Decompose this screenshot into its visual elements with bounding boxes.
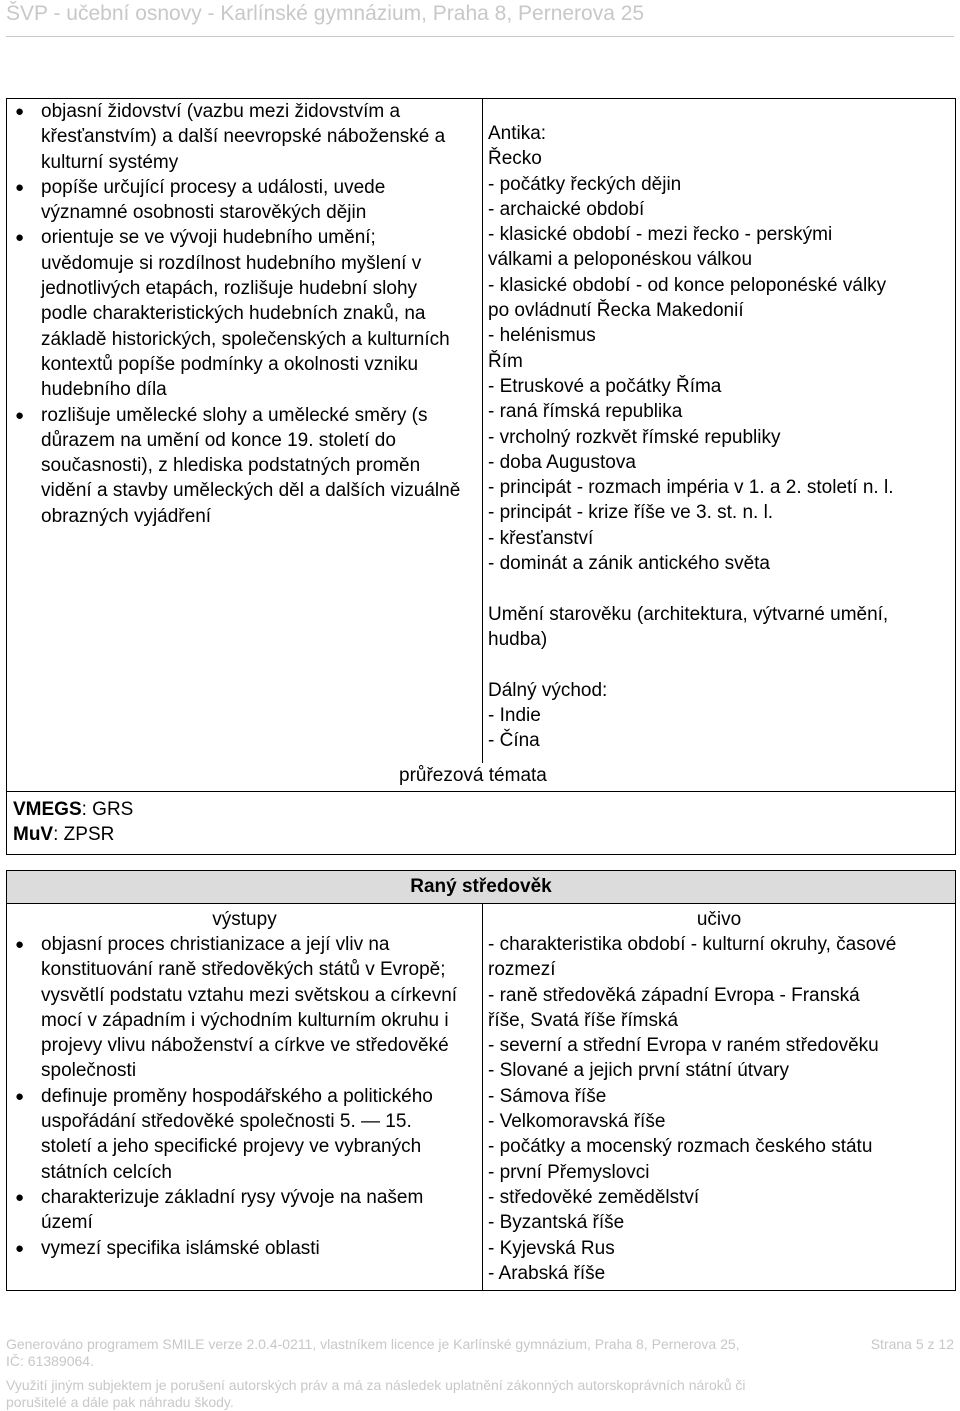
footer-copyright-cont: porušitelé a dále pak náhradu škody. xyxy=(6,1394,234,1410)
bullet-icon: ● xyxy=(15,1239,25,1257)
list-item: ● definuje proměny hospodářského a politického uspořádání středověké společnosti 5. — 15. století a jeho specifické projevy ve vybraných státních celcích xyxy=(15,1085,433,1183)
outcomes-list xyxy=(13,99,465,529)
curriculum-line: - Indie xyxy=(488,704,541,726)
curriculum-line: Dálný východ: xyxy=(488,679,608,701)
bullet-icon: ● xyxy=(15,1087,25,1105)
curriculum-line: - charakteristika období - kulturní okruhy, časové xyxy=(488,934,897,955)
curriculum-line: říše, Svatá říše římská xyxy=(488,1009,679,1031)
curriculum-line: Řecko xyxy=(488,148,542,170)
list-item: ● rozlišuje umělecké slohy a umělecké směry (s důrazem na umění od konce 19. století do současnosti), z hlediska podstatných proměn vidění a stavby uměleckých děl a dalších vizuálně obrazných vyjádření xyxy=(15,404,461,527)
footer-copyright: Využití jiným subjektem je porušení autorských práv a má za následek uplatnění zákonných autorskoprávních nároků či xyxy=(6,1377,746,1393)
list-item: ● charakterizuje základní rysy vývoje na našem území xyxy=(15,1186,424,1234)
curriculum-line: Umění starověku (architektura, výtvarné umění, xyxy=(488,603,889,625)
column-header-outcomes: výstupy xyxy=(212,909,277,930)
column-header-curriculum: učivo xyxy=(696,909,742,930)
curriculum-line: hudba) xyxy=(488,628,548,650)
table-rany-stredovek xyxy=(6,903,956,1291)
curriculum-line: - Byzantská říše xyxy=(488,1212,625,1234)
curriculum-list xyxy=(488,932,950,1286)
bullet-icon: ● xyxy=(15,406,25,424)
curriculum-line: válkami a peloponéskou válkou xyxy=(488,249,753,271)
table-antika xyxy=(6,98,956,855)
bullet-icon: ● xyxy=(15,229,25,247)
curriculum-line: - Sámova říše xyxy=(488,1085,607,1107)
section-title: Raný středověk xyxy=(6,870,956,904)
curriculum-line: Antika: xyxy=(488,123,547,144)
list-item: ● objasní proces christianizace a její vliv na konstituování raně středověkých států v Evropě; vysvětlí podstatu vztahu mezi světskou a církevní mocí v západním i východním kulturním okruhu i projevy vlivu náboženství a církve ve středověké společnosti xyxy=(15,934,458,1082)
curriculum-line: - Arabská říše xyxy=(488,1262,606,1284)
curriculum-line: - Etruskové a počátky Říma xyxy=(488,375,722,397)
curriculum-line: - Čína xyxy=(488,730,540,752)
bullet-icon: ● xyxy=(15,178,25,196)
curriculum-line: - principát - krize říše ve 3. st. n. l. xyxy=(488,502,774,524)
bullet-icon: ● xyxy=(15,103,25,120)
curriculum-line: - křesťanství xyxy=(488,527,594,549)
list-item: ● objasní židovství (vazbu mezi židovstvím a křesťanstvím) a další neevropské náboženské a kulturní systémy xyxy=(15,101,446,173)
curriculum-line: - počátky a mocenský rozmach českého státu xyxy=(488,1136,873,1158)
bullet-icon: ● xyxy=(15,1188,25,1206)
curriculum-line: po ovládnutí Řecka Makedonií xyxy=(488,300,744,322)
curriculum-line: - severní a střední Evropa v raném středověku xyxy=(488,1035,879,1057)
cross-topic-item: MuV: ZPSR xyxy=(13,824,115,846)
curriculum-line: - Slované a jejich první státní útvary xyxy=(488,1060,789,1082)
curriculum-line: - raná římská republika xyxy=(488,401,683,423)
curriculum-line: - archaické období xyxy=(488,198,645,220)
column-divider xyxy=(482,904,483,1290)
curriculum-line: - Velkomoravská říše xyxy=(488,1111,666,1133)
curriculum-line: - raně středověká západní Evropa - Franská xyxy=(488,984,860,1006)
footer-generated: Generováno programem SMILE verze 2.0.4-0211, vlastníkem licence je Karlínské gymnázium, Praha 8, Pernerova 25, xyxy=(6,1336,740,1352)
cross-topics-title: průřezová témata xyxy=(399,765,547,786)
curriculum-line: - středověké zemědělství xyxy=(488,1186,700,1208)
footer-ico: IČ: 61389064. xyxy=(6,1353,94,1369)
outcomes-list xyxy=(13,932,465,1261)
curriculum-line: - doba Augustova xyxy=(488,451,636,473)
curriculum-line: Řím xyxy=(488,350,523,372)
curriculum-line: - klasické období - od konce peloponéské války xyxy=(488,274,887,296)
page-header-title: ŠVP - učební osnovy - Karlínské gymnázium, Praha 8, Pernerova 25 xyxy=(6,2,645,25)
page-number: Strana 5 z 12 xyxy=(870,1336,954,1352)
curriculum-line: - principát - rozmach impéria v 1. a 2. století n. l. xyxy=(488,477,894,499)
cross-topics-list xyxy=(13,797,133,848)
column-divider xyxy=(482,99,483,763)
curriculum-line: - první Přemyslovci xyxy=(488,1161,650,1183)
curriculum-line: - vrcholný rozkvět římské republiky xyxy=(488,426,781,448)
curriculum-line: - helénismus xyxy=(488,325,596,347)
bullet-icon: ● xyxy=(15,936,25,953)
curriculum-list xyxy=(488,121,950,753)
cross-topics-divider xyxy=(7,791,955,792)
list-item: ● popíše určující procesy a události, uvede významné osobnosti starověkých dějin xyxy=(15,176,386,224)
cross-topic-item: VMEGS: GRS xyxy=(13,799,134,820)
header-divider xyxy=(6,36,954,37)
curriculum-line: rozmezí xyxy=(488,959,556,981)
curriculum-line: - klasické období - mezi řecko - perskými xyxy=(488,224,833,246)
curriculum-line: - počátky řeckých dějin xyxy=(488,173,682,195)
curriculum-line: - dominát a zánik antického světa xyxy=(488,553,770,575)
curriculum-line: - Kyjevská Rus xyxy=(488,1237,615,1259)
list-item: ● orientuje se ve vývoji hudebního umění; uvědomuje si rozdílnost hudebního myšlení v jednotlivých etapách, rozlišuje hudební slohy podle charakteristických hudebních znaků, na základě historických, společenských a kulturních kontextů popíše podmínky a okolnosti vzniku hudebního díla xyxy=(15,227,450,401)
list-item: ● vymezí specifika islámské oblasti xyxy=(13,1236,465,1261)
